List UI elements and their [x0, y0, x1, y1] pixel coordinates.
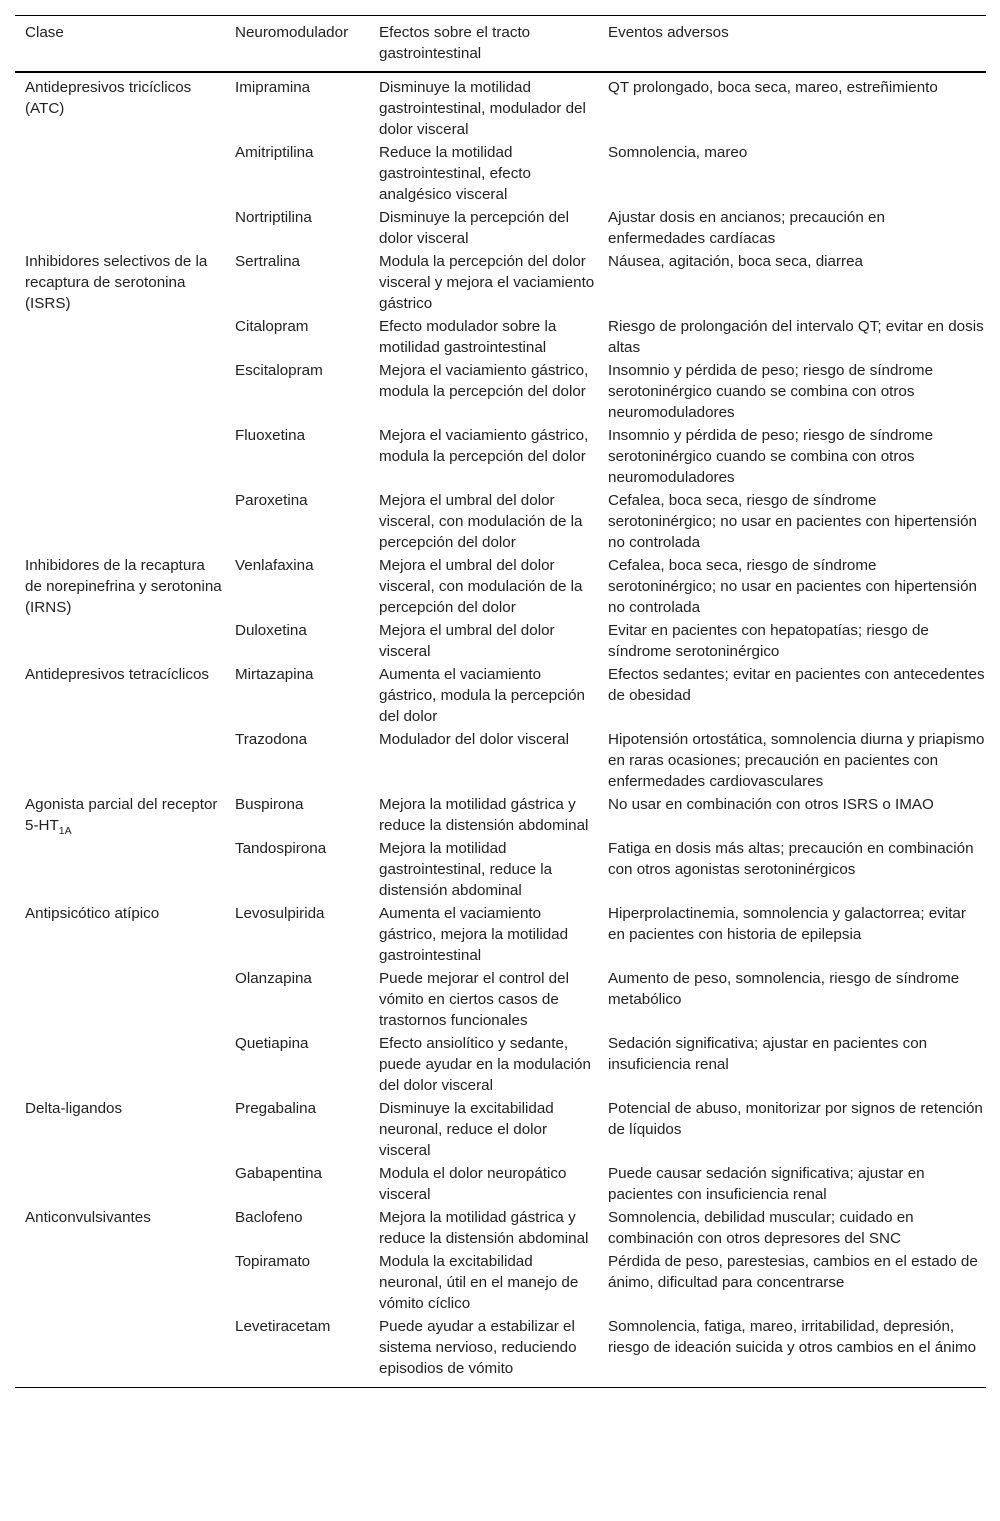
effect-cell: Puede ayudar a estabilizar el sistema nervioso, reduciendo episodios de vómito — [379, 1318, 577, 1377]
effect-cell: Disminuye la excitabilidad neuronal, reduce el dolor visceral — [379, 1100, 554, 1159]
class-label: Agonista parcial del receptor 5-HT — [25, 796, 218, 834]
adverse-cell: Ajustar dosis en ancianos; precaución en enfermedades cardíacas — [608, 209, 885, 247]
neuromodulator-table-container — [15, 15, 986, 1388]
class-label: Anticonvulsivantes — [25, 1209, 151, 1226]
class-label: Delta-ligandos — [25, 1100, 123, 1117]
table-row — [15, 554, 986, 619]
table-row — [15, 72, 986, 141]
class-cell — [15, 1206, 225, 1388]
effect-cell: Modula la percepción del dolor visceral y mejora el vaciamiento gástrico — [379, 253, 595, 312]
effect-cell: Disminuye la percepción del dolor visceral — [379, 209, 569, 247]
drug-cell: Levosulpirida — [235, 905, 325, 922]
drug-cell: Citalopram — [235, 318, 309, 335]
table-row — [15, 663, 986, 728]
effect-cell: Aumenta el vaciamiento gástrico, mejora la motilidad gastrointestinal — [379, 905, 569, 964]
adverse-cell: Somnolencia, mareo — [608, 144, 748, 161]
table-row — [15, 793, 986, 837]
drug-cell: Imipramina — [235, 79, 311, 96]
class-label-subscript: 1A — [58, 825, 72, 837]
drug-cell: Amitriptilina — [235, 144, 314, 161]
effect-cell: Mejora la motilidad gastrointestinal, reduce la distensión abdominal — [379, 840, 553, 899]
class-cell — [15, 72, 225, 250]
adverse-cell: Fatiga en dosis más altas; precaución en combinación con otros agonistas serotoninérgicos — [608, 840, 974, 878]
header-eventos: Eventos adversos — [598, 16, 986, 73]
table-header — [15, 16, 986, 73]
effect-cell: Efecto modulador sobre la motilidad gastrointestinal — [379, 318, 557, 356]
adverse-cell: Hiperprolactinemia, somnolencia y galactorrea; evitar en pacientes con historia de epilepsia — [608, 905, 966, 943]
adverse-cell: Cefalea, boca seca, riesgo de síndrome serotoninérgico; no usar en pacientes con hipertensión no controlada — [608, 557, 977, 616]
class-label: Antidepresivos tetracíclicos — [25, 666, 210, 683]
adverse-cell: Hipotensión ortostática, somnolencia diurna y priapismo en raras ocasiones; precaución en pacientes con enfermedades cardiovasculares — [608, 731, 985, 790]
adverse-cell: Pérdida de peso, parestesias, cambios en el estado de ánimo, dificultad para concentrarse — [608, 1253, 978, 1291]
drug-cell: Gabapentina — [235, 1165, 322, 1182]
table-row — [15, 250, 986, 315]
drug-cell: Trazodona — [235, 731, 308, 748]
class-cell — [15, 554, 225, 663]
class-cell — [15, 902, 225, 1097]
effect-cell: Mejora el umbral del dolor visceral, con modulación de la percepción del dolor — [379, 557, 583, 616]
drug-cell: Escitalopram — [235, 362, 323, 379]
adverse-cell: Puede causar sedación significativa; ajustar en pacientes con insuficiencia renal — [608, 1165, 925, 1203]
adverse-cell: Insomnio y pérdida de peso; riesgo de síndrome serotoninérgico cuando se combina con otros neuromoduladores — [608, 427, 934, 486]
class-cell — [15, 663, 225, 793]
adverse-cell: Potencial de abuso, monitorizar por signos de retención de líquidos — [608, 1100, 983, 1138]
adverse-cell: QT prolongado, boca seca, mareo, estreñimiento — [608, 79, 938, 96]
header-efectos: Efectos sobre el tracto gastrointestinal — [369, 16, 598, 73]
table-body — [15, 72, 986, 1388]
adverse-cell: Náusea, agitación, boca seca, diarrea — [608, 253, 863, 270]
adverse-cell: Cefalea, boca seca, riesgo de síndrome serotoninérgico; no usar en pacientes con hipertensión no controlada — [608, 492, 977, 551]
effect-cell: Reduce la motilidad gastrointestinal, efecto analgésico visceral — [379, 144, 531, 203]
adverse-cell: Riesgo de prolongación del intervalo QT; evitar en dosis altas — [608, 318, 984, 356]
effect-cell: Mejora la motilidad gástrica y reduce la distensión abdominal — [379, 796, 589, 834]
drug-cell: Baclofeno — [235, 1209, 303, 1226]
adverse-cell: Insomnio y pérdida de peso; riesgo de síndrome serotoninérgico cuando se combina con otros neuromoduladores — [608, 362, 934, 421]
drug-cell: Sertralina — [235, 253, 300, 270]
adverse-cell: Evitar en pacientes con hepatopatías; riesgo de síndrome serotoninérgico — [608, 622, 929, 660]
effect-cell: Mejora el vaciamiento gástrico, modula la percepción del dolor — [379, 362, 589, 400]
drug-cell: Quetiapina — [235, 1035, 309, 1052]
drug-cell: Mirtazapina — [235, 666, 314, 683]
table-row — [15, 902, 986, 967]
adverse-cell: Aumento de peso, somnolencia, riesgo de síndrome metabólico — [608, 970, 960, 1008]
class-cell — [15, 250, 225, 554]
drug-cell: Venlafaxina — [235, 557, 314, 574]
effect-cell: Modulador del dolor visceral — [379, 731, 569, 748]
effect-cell: Efecto ansiolítico y sedante, puede ayudar en la modulación del dolor visceral — [379, 1035, 591, 1094]
class-label: Inhibidores selectivos de la recaptura de serotonina (ISRS) — [25, 253, 208, 312]
header-clase: Clase — [15, 16, 225, 73]
adverse-cell: Somnolencia, debilidad muscular; cuidado en combinación con otros depresores del SNC — [608, 1209, 914, 1247]
effect-cell: Mejora el umbral del dolor visceral, con modulación de la percepción del dolor — [379, 492, 583, 551]
effect-cell: Mejora el umbral del dolor visceral — [379, 622, 555, 660]
drug-cell: Levetiracetam — [235, 1318, 331, 1335]
effect-cell: Mejora la motilidad gástrica y reduce la distensión abdominal — [379, 1209, 589, 1247]
adverse-cell: No usar en combinación con otros ISRS o IMAO — [608, 796, 934, 813]
class-cell — [15, 793, 225, 902]
drug-cell: Duloxetina — [235, 622, 307, 639]
effect-cell: Modula la excitabilidad neuronal, útil en el manejo de vómito cíclico — [379, 1253, 579, 1312]
neuromodulator-table — [15, 15, 986, 1388]
effect-cell: Disminuye la motilidad gastrointestinal, modulador del dolor visceral — [379, 79, 586, 138]
class-label: Inhibidores de la recaptura de norepinefrina y serotonina (IRNS) — [25, 557, 222, 616]
drug-cell: Pregabalina — [235, 1100, 317, 1117]
adverse-cell: Somnolencia, fatiga, mareo, irritabilidad, depresión, riesgo de ideación suicida y otros cambios en el ánimo — [608, 1318, 977, 1356]
effect-cell: Aumenta el vaciamiento gástrico, modula la percepción del dolor — [379, 666, 585, 725]
class-label: Antipsicótico atípico — [25, 905, 160, 922]
effect-cell: Puede mejorar el control del vómito en ciertos casos de trastornos funcionales — [379, 970, 569, 1029]
header-row — [15, 16, 986, 73]
class-label: Antidepresivos tricíclicos (ATC) — [25, 79, 192, 117]
drug-cell: Topiramato — [235, 1253, 311, 1270]
effect-cell: Modula el dolor neuropático visceral — [379, 1165, 567, 1203]
effect-cell: Mejora el vaciamiento gástrico, modula la percepción del dolor — [379, 427, 589, 465]
table-row — [15, 1097, 986, 1162]
drug-cell: Olanzapina — [235, 970, 312, 987]
header-neuromodulador: Neuromodulador — [225, 16, 369, 73]
drug-cell: Buspirona — [235, 796, 304, 813]
adverse-cell: Sedación significativa; ajustar en pacientes con insuficiencia renal — [608, 1035, 928, 1073]
drug-cell: Fluoxetina — [235, 427, 306, 444]
drug-cell: Paroxetina — [235, 492, 308, 509]
table-row — [15, 1206, 986, 1250]
drug-cell: Nortriptilina — [235, 209, 312, 226]
class-cell — [15, 1097, 225, 1206]
adverse-cell: Efectos sedantes; evitar en pacientes con antecedentes de obesidad — [608, 666, 985, 704]
drug-cell: Tandospirona — [235, 840, 327, 857]
